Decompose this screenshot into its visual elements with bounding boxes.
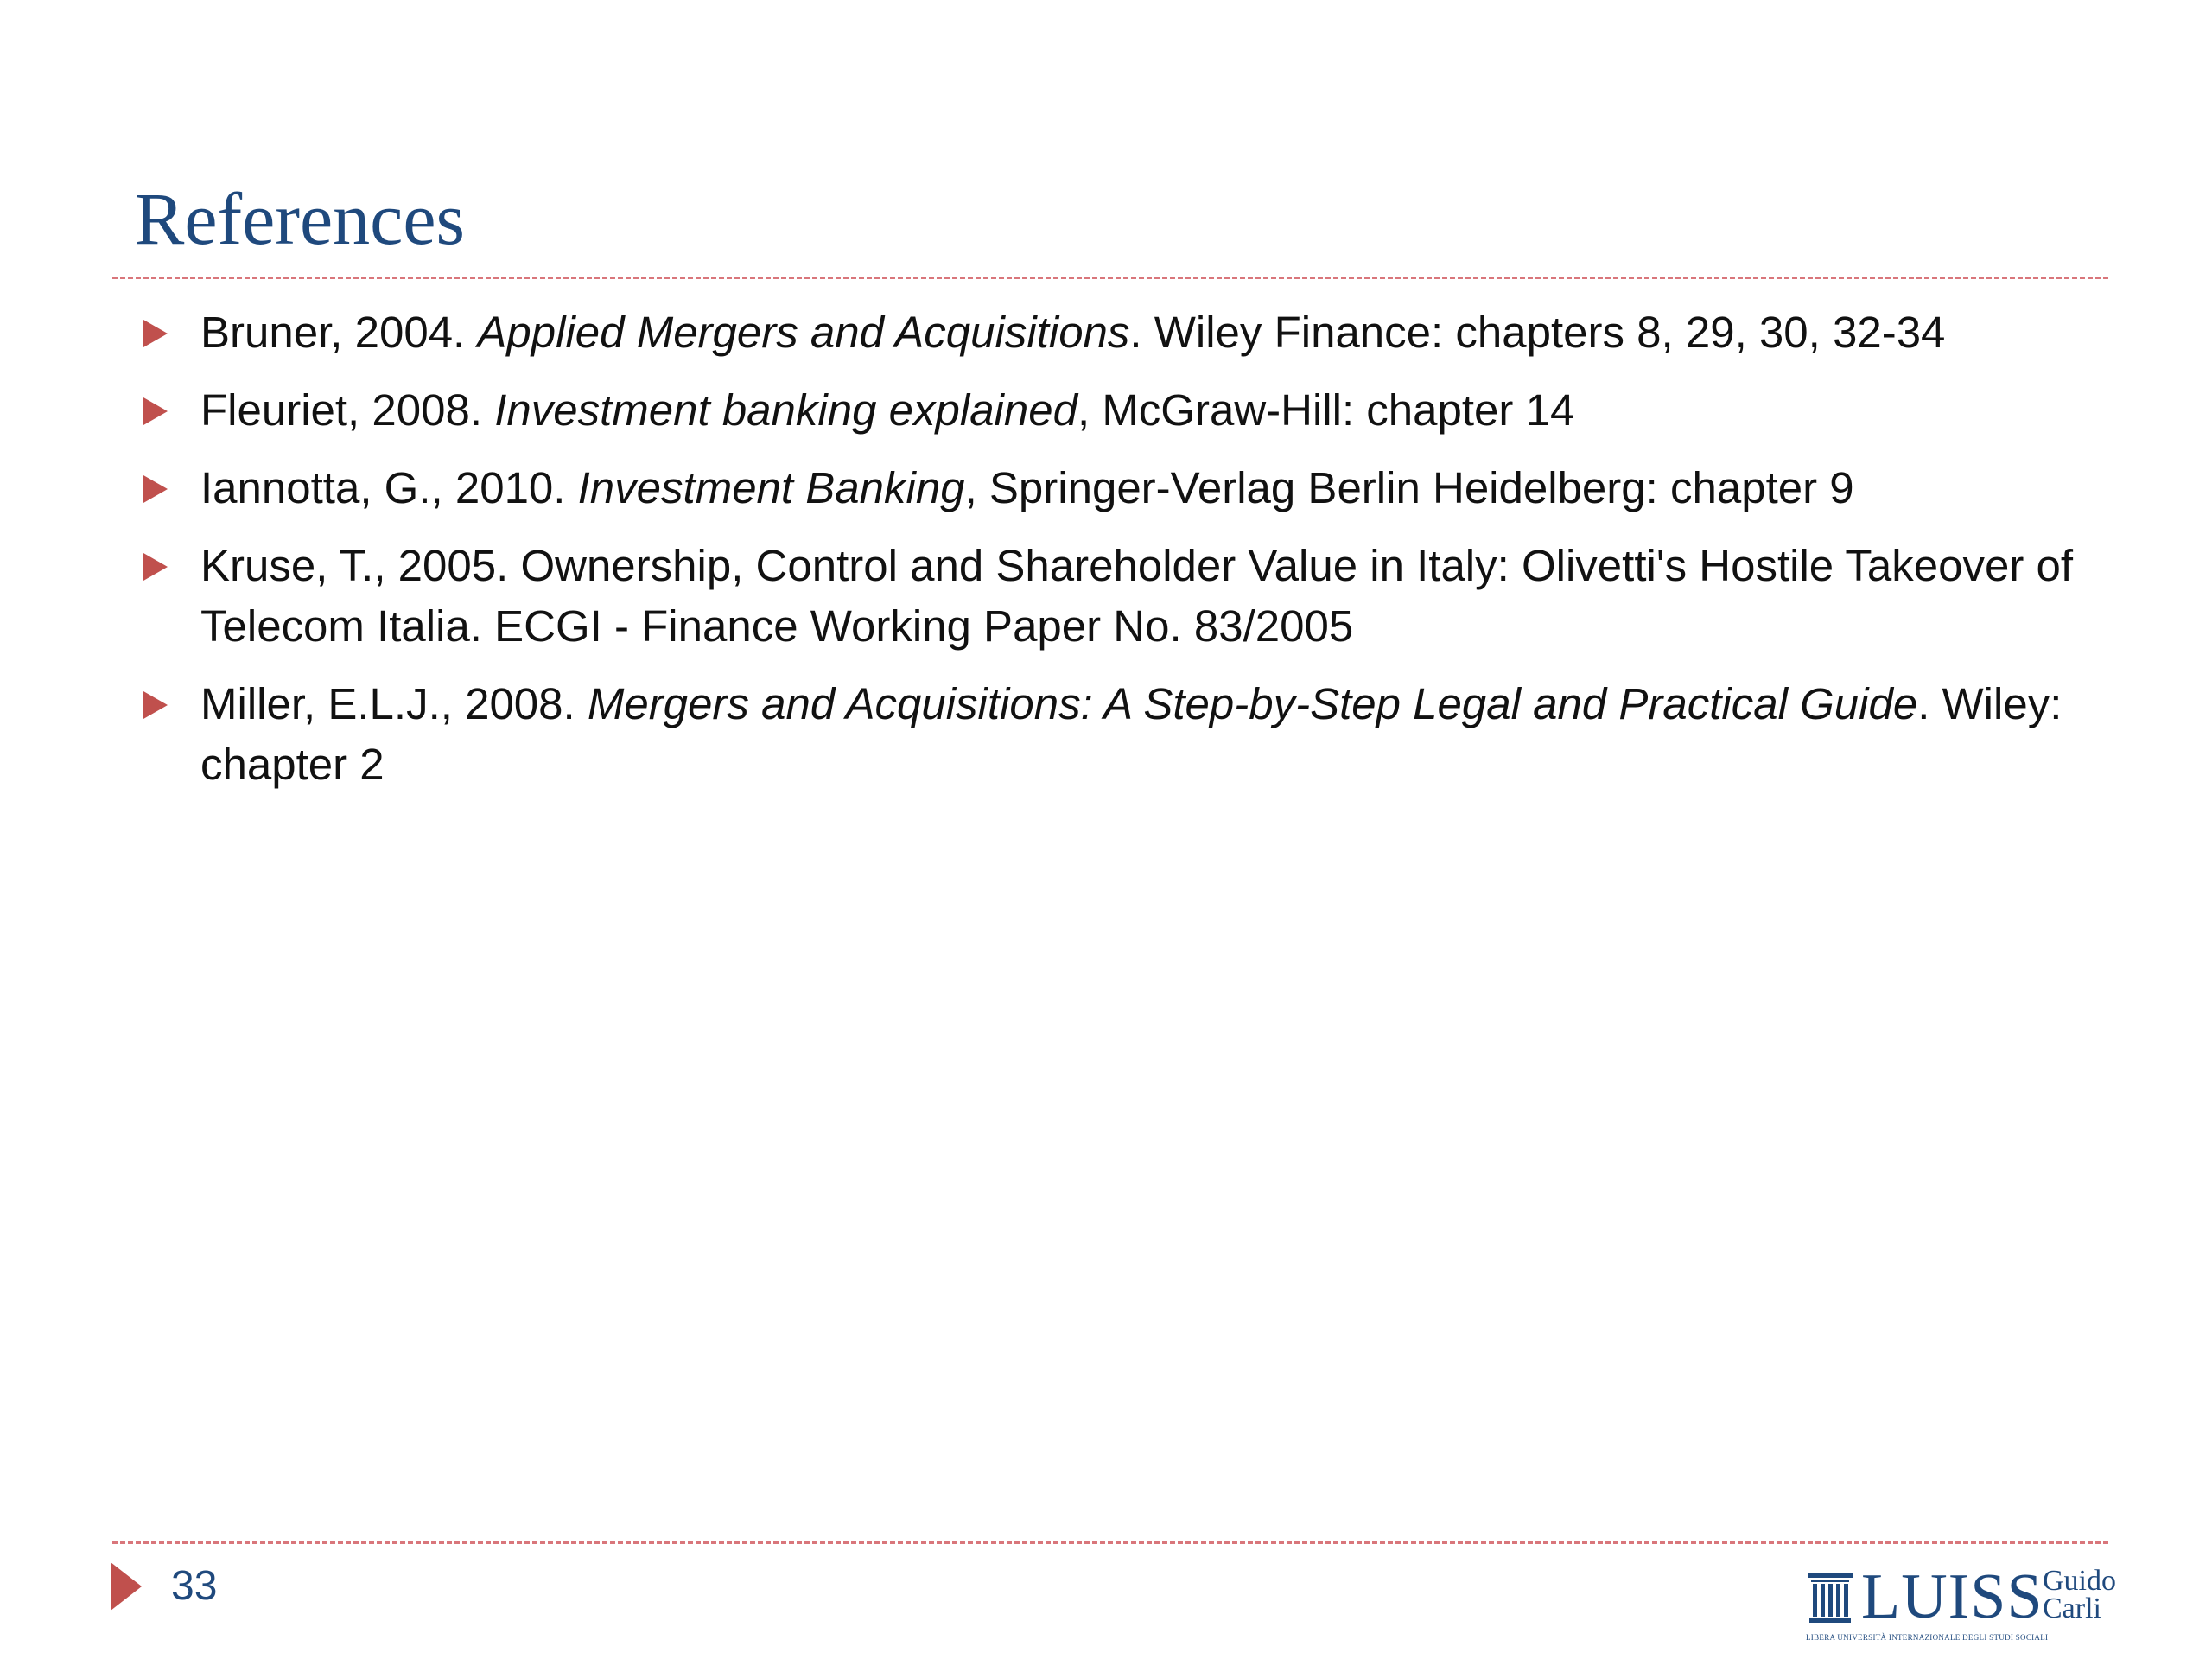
column-portico-icon	[1806, 1571, 1854, 1624]
list-item	[143, 302, 2079, 363]
triangle-bullet-icon	[143, 553, 168, 581]
reference-text: Iannotta, G., 2010. Investment Banking, Springer-Verlag Berlin Heidelberg: chapter 9	[200, 463, 1854, 512]
logo-wordmark: LUISS	[1861, 1561, 2044, 1632]
reference-text: Bruner, 2004. Applied Mergers and Acquisitions. Wiley Finance: chapters 8, 29, 30, 32-34	[200, 308, 1946, 357]
list-item	[143, 458, 2079, 518]
list-item	[143, 536, 2079, 657]
reference-text: Kruse, T., 2005. Ownership, Control and Shareholder Value in Italy: Olivetti's Hostile Takeover of Telecom Italia. ECGI - Finance Working Paper No. 83/2005	[200, 541, 2074, 651]
logo-tagline: LIBERA UNIVERSITÀ INTERNAZIONALE DEGLI STUDI SOCIALI	[1806, 1633, 2049, 1642]
list-item	[143, 380, 2079, 441]
footer-divider	[112, 1541, 2108, 1544]
slide-title: References	[135, 177, 465, 260]
title-divider	[112, 276, 2108, 279]
luiss-logo	[1806, 1561, 2117, 1642]
list-item	[143, 674, 2079, 795]
triangle-bullet-icon	[143, 320, 168, 347]
triangle-bullet-icon	[143, 397, 168, 425]
page-number: 33	[171, 1563, 218, 1609]
triangle-bullet-icon	[143, 691, 168, 719]
logo-subtitle: Guido Carli	[2043, 1565, 2116, 1624]
reference-list	[143, 302, 2079, 812]
reference-text: Fleuriet, 2008. Investment banking explained, McGraw-Hill: chapter 14	[200, 385, 1575, 435]
triangle-bullet-icon	[143, 475, 168, 503]
reference-text: Miller, E.L.J., 2008. Mergers and Acquisitions: A Step-by-Step Legal and Practical Guide. Wiley: chapter 2	[200, 679, 2063, 789]
footer-triangle-icon	[111, 1562, 142, 1611]
